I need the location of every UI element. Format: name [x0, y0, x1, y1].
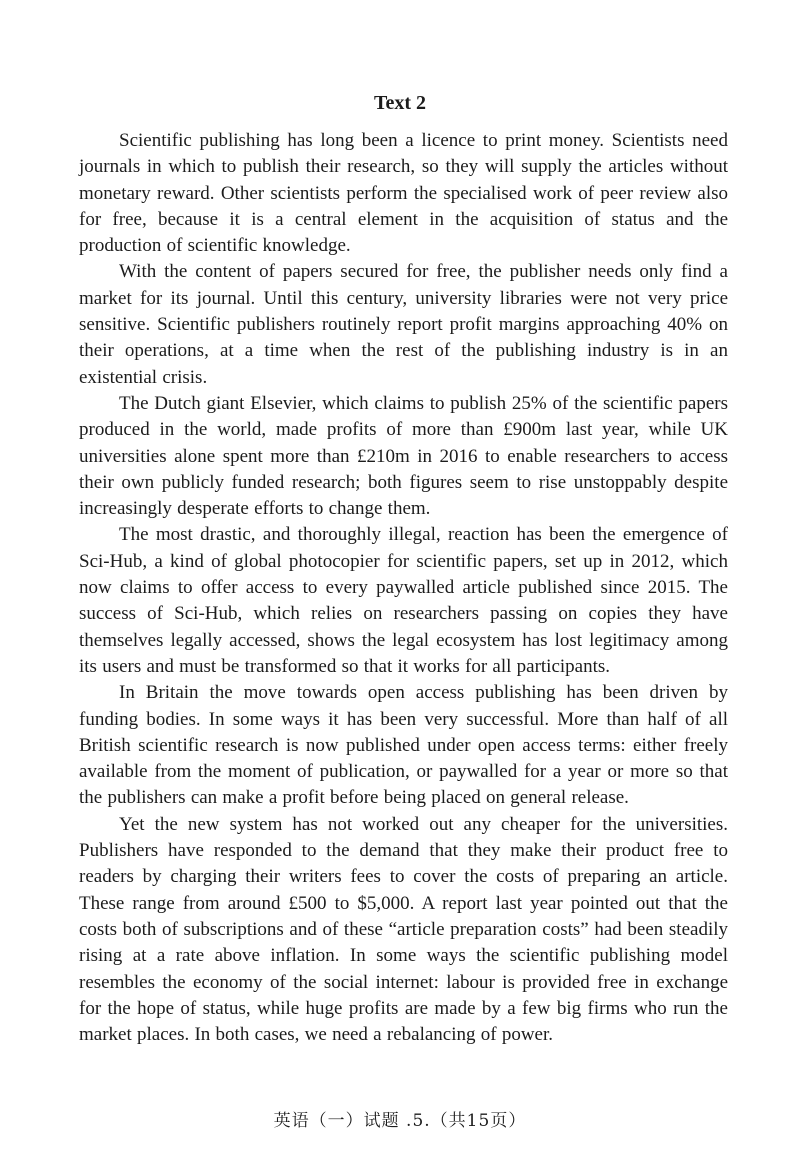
paragraph-1: Scientific publishing has long been a licence to print money. Scientists need journals in which to publish their research, so they will supply the articles without monetary reward. Other scientists perform the specialised work of peer review also for free, because it is a central element in the acquisition of status and the production of scientific knowledge. — [79, 130, 728, 257]
paragraph-3: The Dutch giant Elsevier, which claims to publish 25% of the scientific papers produced in the world, made profits of more than £900m last year, while UK universities alone spent more than £210m in 2016 to enable researchers to access their own publicly funded research; both figures seem to rise unstoppably despite increasingly desperate efforts to change them. — [79, 392, 728, 520]
paragraph-6: Yet the new system has not worked out any cheaper for the universities. Publishers have responded to the demand that they make their product free to readers by charging their writers fees to cover the costs of preparing an article. These range from around £500 to $5,000. A report last year pointed out that the costs both of subscriptions and of these “article preparation costs” had been steadily rising at a rate above inflation. In some ways the scientific publishing model resembles the economy of the social internet: labour is provided free in exchange for the hope of status, while huge profits are made by a few big firms who run the market places. In both cases, we need a rebalancing of power. — [79, 813, 728, 1046]
passage-body — [79, 128, 728, 1048]
paragraph-2: With the content of papers secured for free, the publisher needs only find a market for its journal. Until this century, university libraries were not very price sensitive. Scientific publishers routinely report profit margins approaching 40% on their operations, at a time when the rest of the publishing industry is in an existential crisis. — [79, 261, 728, 388]
paragraph-5: In Britain the move towards open access publishing has been driven by funding bodies. In some ways it has been very successful. More than half of all British scientific research is now published under open access terms: either freely available from the moment of publication, or paywalled for a year or more so that the publishers can make a profit before being placed on general release. — [79, 682, 728, 809]
page-footer: 英语（一）试题 .5.（共15页） — [273, 1111, 527, 1131]
text-title: Text 2 — [373, 92, 427, 114]
paragraph-4: The most drastic, and thoroughly illegal, reaction has been the emergence of Sci-Hub, a kind of global photocopier for scientific papers, set up in 2012, which now claims to offer access to every paywalled article published since 2015. The success of Sci-Hub, which relies on researchers passing on copies they have themselves legally accessed, shows the legal ecosystem has lost legitimacy among its users and must be transformed so that it works for all participants. — [79, 524, 728, 677]
